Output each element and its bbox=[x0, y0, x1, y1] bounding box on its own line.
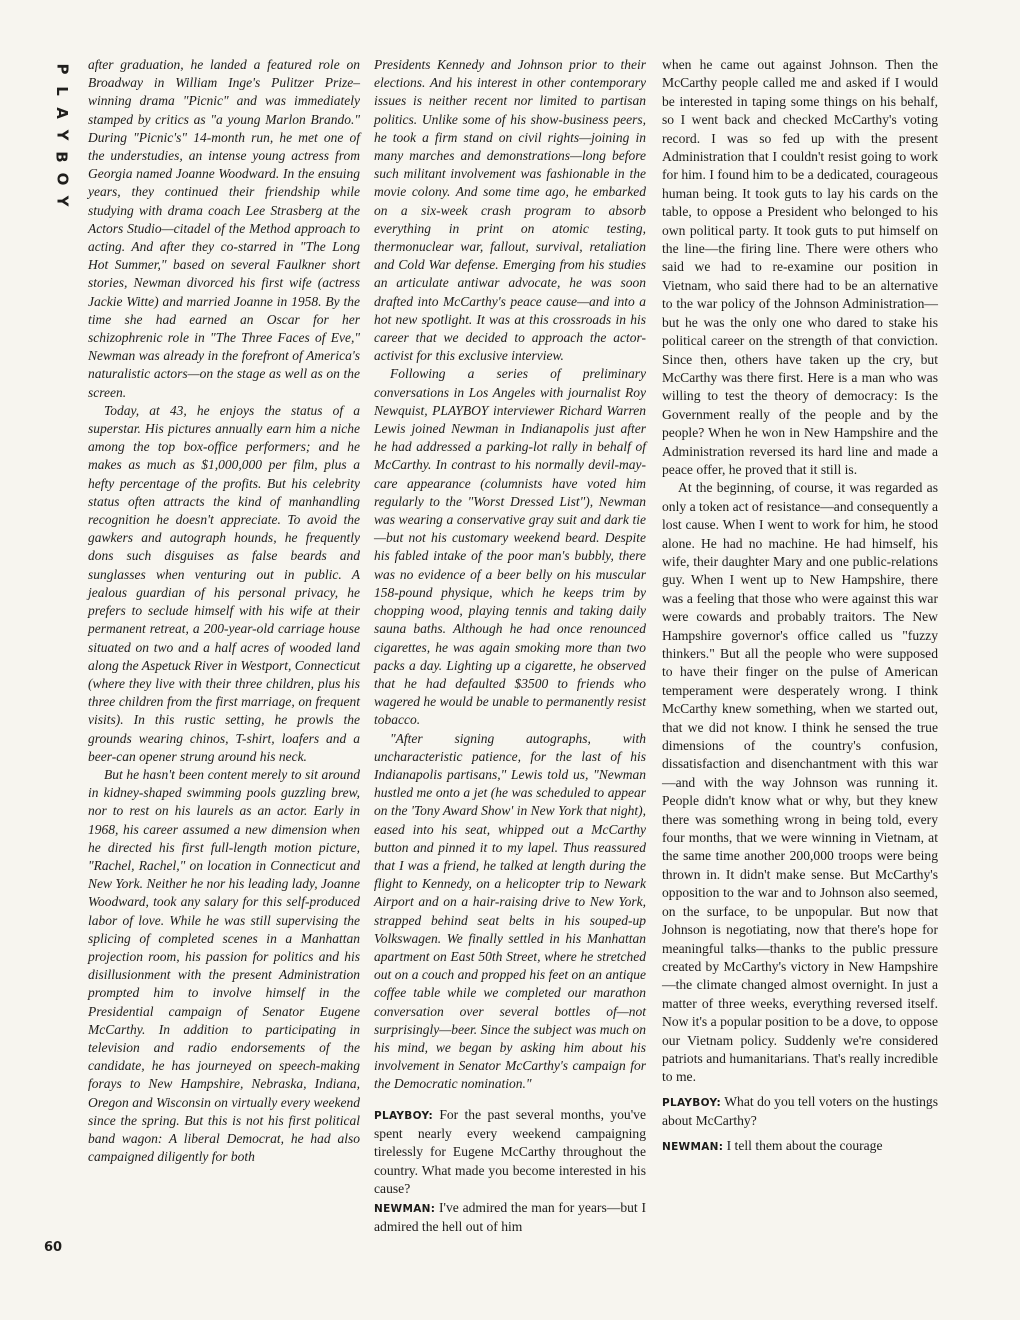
speaker-label: NEWMAN: bbox=[374, 1202, 436, 1215]
paragraph: Presidents Kennedy and Johnson prior to their elections. And his interest in other contemporary issues is neither recent nor limited to partisan politics. Unlike some of his show-business peers, he took a firm stand on civil rights—joining in many marches and demonstrations—long before such militant involvement was fashionable in the movie colony. And some time ago, he embarked on a six-week crash program to absorb everything in print on atomic testing, thermonuclear war, fallout, survival, retaliation and Cold War defense. Emerging from his studies an articulate antiwar advocate, he was soon drafted into McCarthy's peace cause—and into a hot new spotlight. It was at this crossroads in his career that we decided to approach the actor-activist for this exclusive interview. bbox=[374, 57, 646, 364]
interview-text bbox=[662, 56, 938, 1156]
paragraph: "After signing autographs, with uncharacteristic patience, for the last of his Indianapolis partisans," Lewis told us, "Newman hustled me onto a jet (he was scheduled to appear on the 'Tony Award Show' in New York that night), eased into his seat, whipped out a McCarthy button and pinned it to my lapel. Thus reassured that I was a friend, he talked at length during the flight to Kennedy, on a helicopter trip to Newark Airport and on a hair-raising drive to New York, strapped behind seat belts in his souped-up Volkswagen. We finally settled in his Manhattan apartment on East 50th Street, where he stretched out on a couch and propped his feet on an antique coffee table while we completed our marathon conversation over several bottles of—not surprisingly—beer. Since the subject was much on his mind, we began by asking him about his involvement in Senator McCarthy's campaign for the Democratic nomination." bbox=[374, 730, 646, 1092]
answer bbox=[662, 1137, 938, 1156]
column-1 bbox=[88, 56, 360, 1166]
paragraph: after graduation, he landed a featured role on Broadway in William Inge's Pulitzer Prize–winning drama "Picnic" and was immediately stamped by critics as "a young Marlon Brando." During "Picnic's" 14-month run, he met one of the understudies, an intense young actress from Georgia named Joanne Woodward. In the ensuing years, they continued their friendship while studying with drama coach Lee Strasberg at the Actors Studio—citadel of the Method approach to acting. And after they co-starred in "The Long Hot Summer," based on several Faulkner short stories, Newman divorced his first wife (actress Jackie Witte) and married Joanne in 1958. By the time she had earned an Oscar for her schizophrenic role in "The Three Faces of Eve," Newman was already in the forefront of America's naturalistic actors—on the stage as well as on the screen. bbox=[88, 57, 360, 400]
question-text: What do you tell voters on the hustings about McCarthy? bbox=[662, 1093, 938, 1129]
masthead bbox=[52, 58, 72, 212]
masthead-letter: P bbox=[53, 63, 71, 75]
answer-text: I've admired the man for years—but I admired the hell out of him bbox=[374, 1199, 646, 1235]
question bbox=[374, 1106, 646, 1199]
column-2 bbox=[374, 56, 646, 1236]
answer-continued: when he came out against Johnson. Then the McCarthy people called me and asked if I would be interested in taping some things on his behalf, so I went back and checked McCarthy's voting record. I was so fed up with the present Administration that I couldn't resist going to work for him. I found him to be a dedicated, courageous human being. It took guts to lay his cards on the table, to oppose a President who belonged to his own political party. It took guts to put himself on the line—the firing line. There were others who said we had to re-examine our position in Vietnam, who said there had to be an alternative to the war policy of the Johnson Administration—but he was the only one who dared to stake his political career on the strength of that conviction. Since then, others have taken up the cry, but McCarthy was there first. Here is a man who was willing to test the theory of democracy: Is the Government really of the people and by the people? When he won in New Hampshire and the Administration reversed its hard line and made a peace offer, he proved that it still is. bbox=[662, 57, 938, 477]
paragraph: Today, at 43, he enjoys the status of a superstar. His pictures annually earn him a niche among the top box-office performers; and he makes as much as $1,000,000 per film, plus a hefty percentage of the profits. But his celebrity status often attracts the kind of manhandling recognition he doesn't appreciate. To avoid the gawkers and autograph hounds, he frequently dons such disguises as false beards and sunglasses when venturing out in public. A jealous guardian of his personal privacy, he prefers to seclude himself with his wife at their permanent retreat, a 200-year-old carriage house situated on two and a half acres of wooded land along the Aspetuck River in Westport, Connecticut (where they live with their three children, plus his three children from the first marriage, on frequent visits). In this rustic setting, he prowls the grounds wearing chinos, T-shirt, loafers and a beer-can opener strung around his neck. bbox=[88, 402, 360, 764]
speaker-label: PLAYBOY: bbox=[374, 1109, 433, 1122]
section-divider bbox=[374, 1094, 646, 1104]
masthead-letter: B bbox=[53, 151, 71, 163]
intro-text bbox=[88, 56, 360, 1166]
question-text: For the past several months, you've spent nearly every weekend campaigning tirelessly for Eugene McCarthy throughout the country. What made you become interested in his cause? bbox=[374, 1106, 646, 1197]
masthead-letter: L bbox=[53, 86, 71, 96]
answer-continued: At the beginning, of course, it was regarded as only a token act of resistance—and consequently a lost cause. When I went to work for him, he stood alone. He had no machine. He had himself, his wife, their daughter Mary and one public-relations guy. When I went up to New Hampshire, there was a feeling that those who were against this war were cowards and probably traitors. The New Hampshire governor's office called us "fuzzy thinkers." But all the people who were supposed to have their finger on the pulse of American temperament were desperately wrong. I think McCarthy knew something, when we started out, that we did not know. I think he sensed the true dimensions of the country's confusion, dissatisfaction and disenchantment with this war—and with the way Johnson was running it. People didn't know what or why, but they knew there was something wrong in being told, every four months, that we were winning in Vietnam, at the same time another 200,000 troops were being thrown in. It didn't make sense. But McCarthy's opposition to the war and to Johnson also seemed, on the surface, to be unpopular. But now that Johnson is negotiating, now that there's hope for meaningful talks—thanks to the public pressure created by McCarthy's victory in New Hampshire—the climate changed almost overnight. In just a matter of three weeks, everything reversed itself. Now it's a popular position to be a dove, to oppose our Vietnam policy. Suddenly we're considered patriots and humanitarians. That's really incredible to me. bbox=[662, 480, 938, 1085]
speaker-label: NEWMAN: bbox=[662, 1140, 724, 1153]
answer-text: I tell them about the courage bbox=[726, 1137, 883, 1153]
column-3 bbox=[662, 56, 938, 1156]
paragraph: But he hasn't been content merely to sit around in kidney-shaped swimming pools guzzling brew, nor to rest on his laurels as an actor. Early in 1968, his career assumed a new dimension when he directed his first full-length motion picture, "Rachel, Rachel," on location in Connecticut and New York. Neither he nor his leading lady, Joanne Woodward, took any salary for this self-produced labor of love. While he was still supervising the splicing of completed scenes in a Manhattan projection room, his passion for politics and his disillusionment with the present Administration prompted him to involve himself in the Presidential campaign of Senator Eugene McCarthy. In addition to participating in television and radio endorsements of the candidate, he has journeyed on speech-making forays to New Hampshire, Nebraska, Indiana, Oregon and Wisconsin on virtually every weekend since the spring. But this is not his first political band wagon: A liberal Democrat, he had also campaigned diligently for both bbox=[88, 766, 360, 1165]
intro-text bbox=[374, 56, 646, 1094]
masthead-letter: A bbox=[52, 107, 71, 119]
answer bbox=[374, 1199, 646, 1237]
interview-text bbox=[374, 1106, 646, 1237]
masthead-letter: Y bbox=[53, 129, 71, 141]
masthead-letter: O bbox=[52, 172, 71, 186]
paragraph: Following a series of preliminary conversations in Los Angeles with journalist Roy Newquist, PLAYBOY interviewer Richard Warren Lewis joined Newman in Indianapolis just after he had addressed a parking-lot rally in behalf of McCarthy. In contrast to his normally devil-may-care appearance (columnists have voted him regularly to the "Worst Dressed List"), Newman was wearing a conservative gray suit and dark tie—but not his customary weekend beard. Despite his fabled intake of the poor man's bubbly, there was no evidence of a beer belly on his muscular 158-pound physique, which he keeps trim by chopping wood, playing tennis and taking daily sauna baths. Although he had once renounced cigarettes, he was again smoking more than two packs a day. Lighting up a cigarette, he observed that he had defaulted $3500 to friends who wagered he would be unable to permanently resist tobacco. bbox=[374, 366, 646, 728]
speaker-label: PLAYBOY: bbox=[662, 1096, 721, 1109]
page-number: 60 bbox=[44, 1240, 63, 1255]
question bbox=[662, 1093, 938, 1131]
masthead-letter: Y bbox=[53, 195, 71, 207]
